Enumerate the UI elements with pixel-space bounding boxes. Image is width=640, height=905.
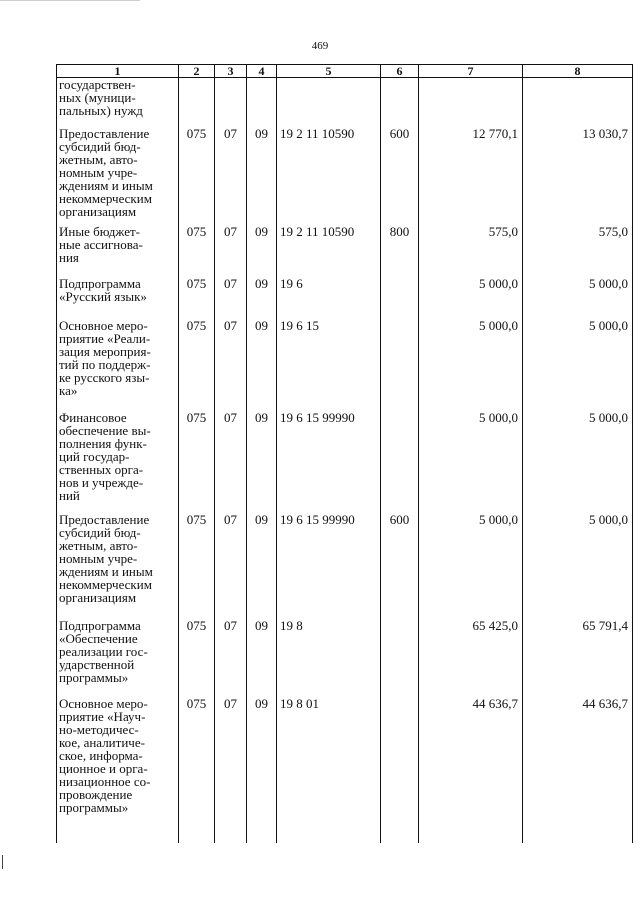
cell-amount-year2: 5 000,0 xyxy=(523,513,633,619)
cell-ministry-code: 075 xyxy=(179,411,215,513)
cell-item-name xyxy=(57,225,179,277)
column-header: 1 xyxy=(57,65,179,78)
cell-expense-type xyxy=(381,697,419,843)
table-row xyxy=(57,277,633,319)
item-name-text: Подпрограмма «Обеспечение реализации гос- ударственной программы» xyxy=(59,617,148,685)
cell-amount-year1: 65 425,0 xyxy=(419,619,523,697)
cell-ministry-code: 075 xyxy=(179,697,215,843)
cell-expense-type xyxy=(381,277,419,319)
table-row xyxy=(57,513,633,619)
cell-section: 07 xyxy=(215,619,247,697)
cell-section: 07 xyxy=(215,225,247,277)
cell-section xyxy=(215,78,247,127)
cell-section: 07 xyxy=(215,319,247,411)
cell-target-article: 19 6 xyxy=(277,277,381,319)
cell-amount-year2: 5 000,0 xyxy=(523,411,633,513)
cell-subsection: 09 xyxy=(247,225,277,277)
cell-target-article: 19 2 11 10590 xyxy=(277,225,381,277)
cell-expense-type xyxy=(381,78,419,127)
cell-ministry-code: 075 xyxy=(179,225,215,277)
cell-subsection: 09 xyxy=(247,127,277,225)
item-name-text: Финансовое обеспечение вы- полнения функ- ций государ- ственных орга- нов и учрежде- ний xyxy=(59,409,151,503)
cell-section: 07 xyxy=(215,513,247,619)
cell-item-name xyxy=(57,78,179,127)
item-name-text: государствен- ных (муници- пальных) нужд xyxy=(59,77,143,118)
item-name-text: Предоставление субсидий бюд- жетным, авто- номным учре- ждениям и иным некоммерческим организациям xyxy=(59,511,153,605)
cell-expense-type xyxy=(381,411,419,513)
page-number: 469 xyxy=(311,40,329,52)
column-header: 2 xyxy=(179,65,215,78)
column-header: 7 xyxy=(419,65,523,78)
table-row xyxy=(57,619,633,697)
cell-expense-type xyxy=(381,619,419,697)
cell-target-article: 19 2 11 10590 xyxy=(277,127,381,225)
cell-subsection: 09 xyxy=(247,319,277,411)
column-header: 6 xyxy=(381,65,419,78)
table-row xyxy=(57,697,633,843)
cell-item-name xyxy=(57,127,179,225)
table-body xyxy=(57,78,633,843)
cell-section: 07 xyxy=(215,277,247,319)
cell-item-name xyxy=(57,697,179,843)
cell-ministry-code: 075 xyxy=(179,513,215,619)
cell-target-article: 19 8 xyxy=(277,619,381,697)
cell-section: 07 xyxy=(215,411,247,513)
table-row xyxy=(57,319,633,411)
table-row xyxy=(57,411,633,513)
cell-amount-year1: 12 770,1 xyxy=(419,127,523,225)
column-header: 8 xyxy=(523,65,633,78)
scan-top-rule xyxy=(0,0,140,1)
cell-amount-year1 xyxy=(419,78,523,127)
cell-expense-type: 600 xyxy=(381,513,419,619)
cell-item-name xyxy=(57,411,179,513)
cell-amount-year2: 44 636,7 xyxy=(523,697,633,843)
item-name-text: Основное меро- приятие «Реали- зация мероприя- тий по поддерж- ке русского язы- ка» xyxy=(59,317,151,398)
cell-subsection: 09 xyxy=(247,697,277,843)
table-row xyxy=(57,78,633,127)
cell-subsection: 09 xyxy=(247,619,277,697)
table-row xyxy=(57,127,633,225)
cell-amount-year2: 5 000,0 xyxy=(523,277,633,319)
cell-expense-type xyxy=(381,319,419,411)
item-name-text: Предоставление субсидий бюд- жетным, авто- номным учре- ждениям и иным некоммерческим организациям xyxy=(59,125,153,219)
table-row xyxy=(57,225,633,277)
cell-ministry-code: 075 xyxy=(179,127,215,225)
cell-amount-year2: 5 000,0 xyxy=(523,319,633,411)
column-header: 3 xyxy=(215,65,247,78)
column-header: 4 xyxy=(247,65,277,78)
cell-amount-year2: 65 791,4 xyxy=(523,619,633,697)
cell-expense-type: 800 xyxy=(381,225,419,277)
cell-item-name xyxy=(57,319,179,411)
cell-amount-year1: 44 636,7 xyxy=(419,697,523,843)
cell-amount-year1: 5 000,0 xyxy=(419,319,523,411)
cell-subsection: 09 xyxy=(247,411,277,513)
cell-section: 07 xyxy=(215,697,247,843)
cell-target-article xyxy=(277,78,381,127)
column-header: 5 xyxy=(277,65,381,78)
cell-expense-type: 600 xyxy=(381,127,419,225)
cell-amount-year1: 5 000,0 xyxy=(419,513,523,619)
cell-amount-year2 xyxy=(523,78,633,127)
cell-ministry-code xyxy=(179,78,215,127)
cell-target-article: 19 8 01 xyxy=(277,697,381,843)
cell-amount-year2: 575,0 xyxy=(523,225,633,277)
cell-amount-year1: 5 000,0 xyxy=(419,411,523,513)
cell-target-article: 19 6 15 99990 xyxy=(277,411,381,513)
header-row xyxy=(57,65,633,78)
scan-margin-mark xyxy=(2,855,3,869)
cell-ministry-code: 075 xyxy=(179,319,215,411)
cell-target-article: 19 6 15 xyxy=(277,319,381,411)
cell-amount-year2: 13 030,7 xyxy=(523,127,633,225)
cell-item-name xyxy=(57,277,179,319)
cell-target-article: 19 6 15 99990 xyxy=(277,513,381,619)
cell-amount-year1: 5 000,0 xyxy=(419,277,523,319)
cell-item-name xyxy=(57,513,179,619)
cell-section: 07 xyxy=(215,127,247,225)
cell-amount-year1: 575,0 xyxy=(419,225,523,277)
budget-table xyxy=(56,64,633,843)
cell-subsection xyxy=(247,78,277,127)
item-name-text: Основное меро- приятие «Науч- но-методичес- кое, аналитиче- ское, информа- ционное и орга- низационное со- провождение программы» xyxy=(59,695,151,815)
item-name-text: Иные бюджет- ные ассигнова- ния xyxy=(59,223,143,265)
cell-ministry-code: 075 xyxy=(179,277,215,319)
cell-item-name xyxy=(57,619,179,697)
cell-subsection: 09 xyxy=(247,513,277,619)
cell-subsection: 09 xyxy=(247,277,277,319)
item-name-text: Подпрограмма «Русский язык» xyxy=(59,275,147,304)
cell-ministry-code: 075 xyxy=(179,619,215,697)
